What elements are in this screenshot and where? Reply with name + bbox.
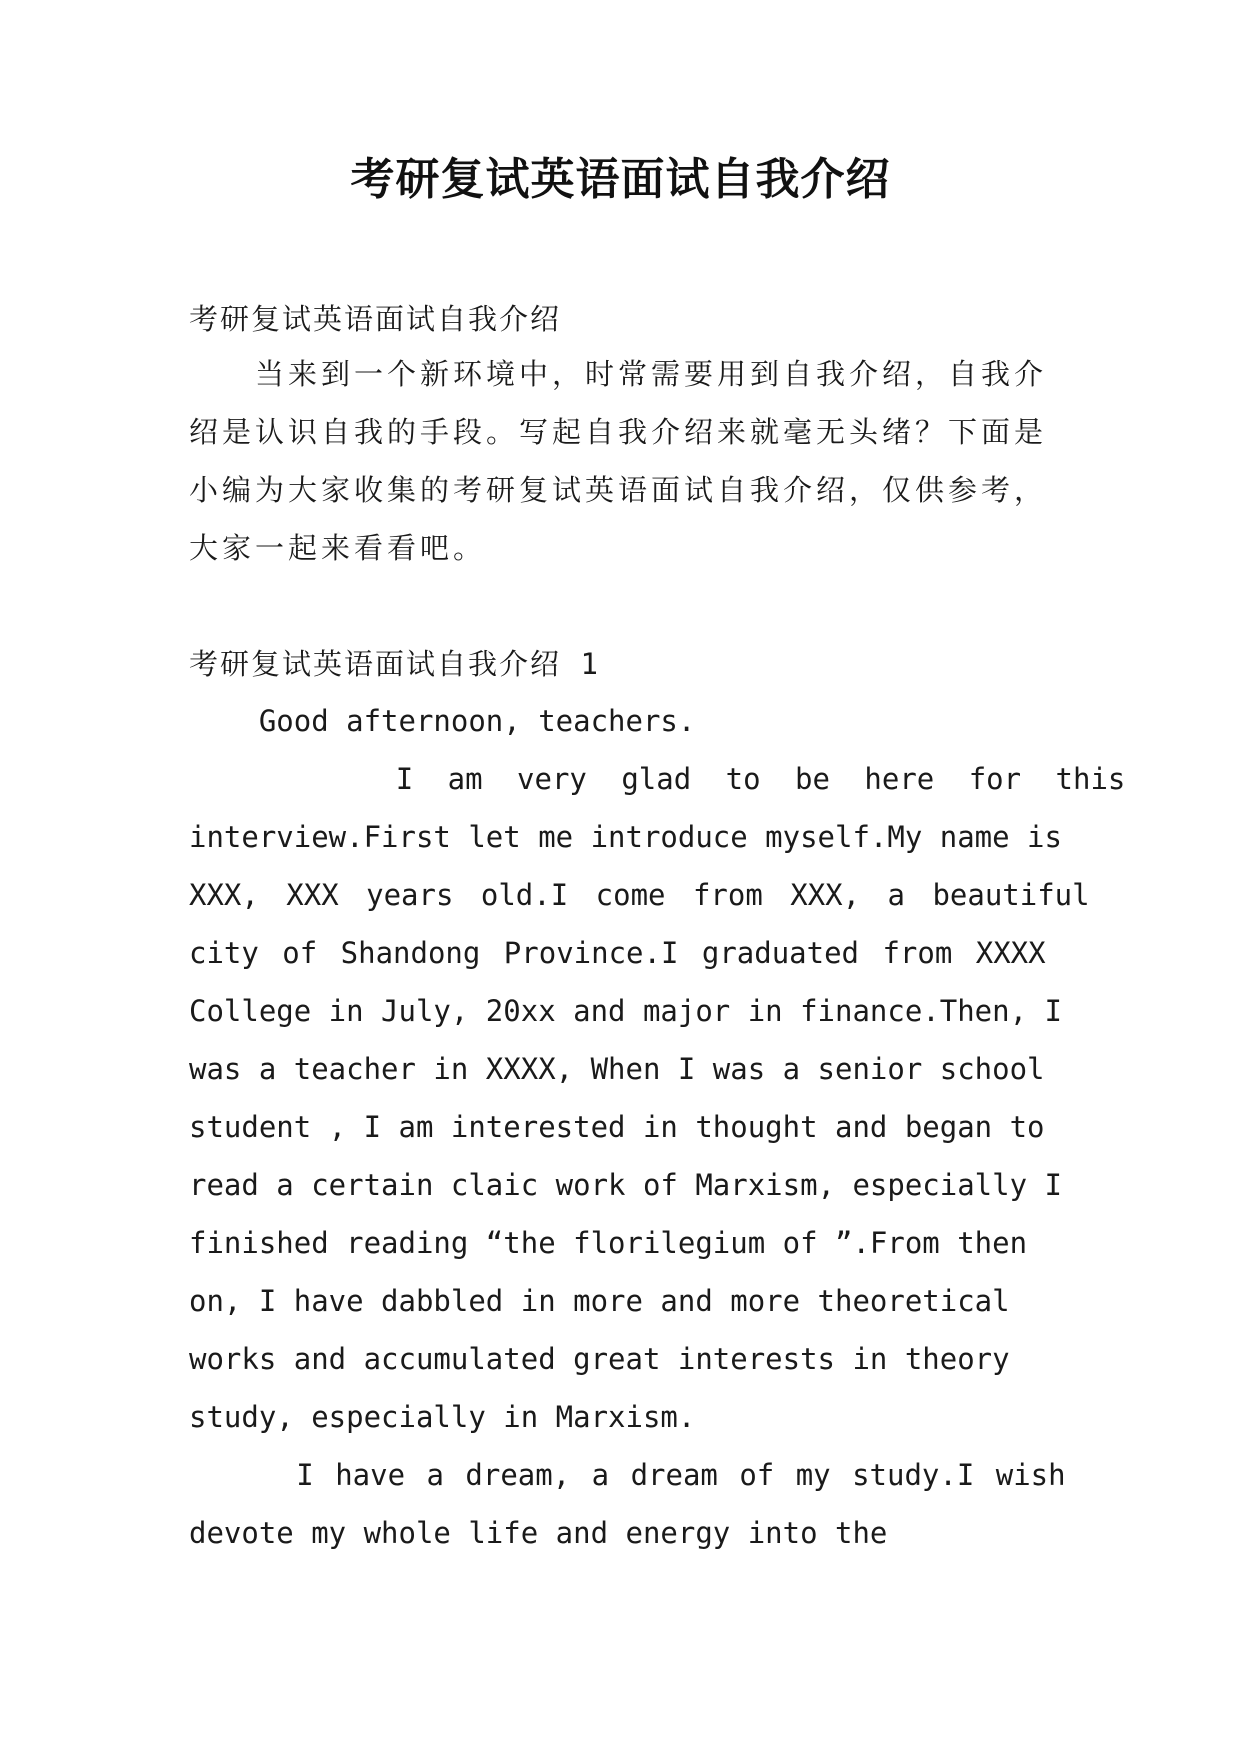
intro-line: 小编为大家收集的考研复试英语面试自我介绍，仅供参考， <box>189 473 1048 507</box>
section1-line: read a certain claic work of Marxism, especially I <box>189 1168 1062 1202</box>
section1-line: was a teacher in XXXX, When I was a senior school <box>189 1052 1045 1086</box>
intro-paragraph <box>189 345 1051 577</box>
intro-line: 绍是认识自我的手段。写起自我介绍来就毫无头绪？下面是 <box>189 415 1048 449</box>
section1-line: city of Shandong Province.I graduated from XXXX <box>189 936 1046 970</box>
section1-line: College in July, 20xx and major in finance.Then, I <box>189 994 1062 1028</box>
section1-line: I have a dream, a dream of my study.I wish <box>189 1458 1066 1492</box>
section1-line: study, especially in Marxism. <box>189 1400 696 1434</box>
section1-line: interview.First let me introduce myself.My name is <box>189 820 1062 854</box>
section1-line: on, I have dabbled in more and more theoretical <box>189 1284 1010 1318</box>
section1-line: finished reading “the florilegium of ”.From then <box>189 1226 1028 1260</box>
intro-line: 当来到一个新环境中，时常需要用到自我介绍，自我介 <box>189 357 1048 391</box>
section1-line: student , I am interested in thought and began to <box>189 1110 1045 1144</box>
document-title: 考研复试英语面试自我介绍 <box>350 154 891 205</box>
intro-line: 大家一起来看看吧。 <box>189 531 487 565</box>
section1-line: I am very glad to be here for this <box>189 762 1126 796</box>
intro-heading: 考研复试英语面试自我介绍 <box>189 302 562 336</box>
section1-line: Good afternoon, teachers. <box>189 704 696 738</box>
section1-line: devote my whole life and energy into the <box>189 1516 888 1550</box>
section1-line: XXX, XXX years old.I come from XXX, a beautiful <box>189 878 1090 912</box>
section1-line: works and accumulated great interests in theory <box>189 1342 1010 1376</box>
section1-heading: 考研复试英语面试自我介绍 1 <box>189 647 600 681</box>
section1-body <box>189 692 1126 1562</box>
